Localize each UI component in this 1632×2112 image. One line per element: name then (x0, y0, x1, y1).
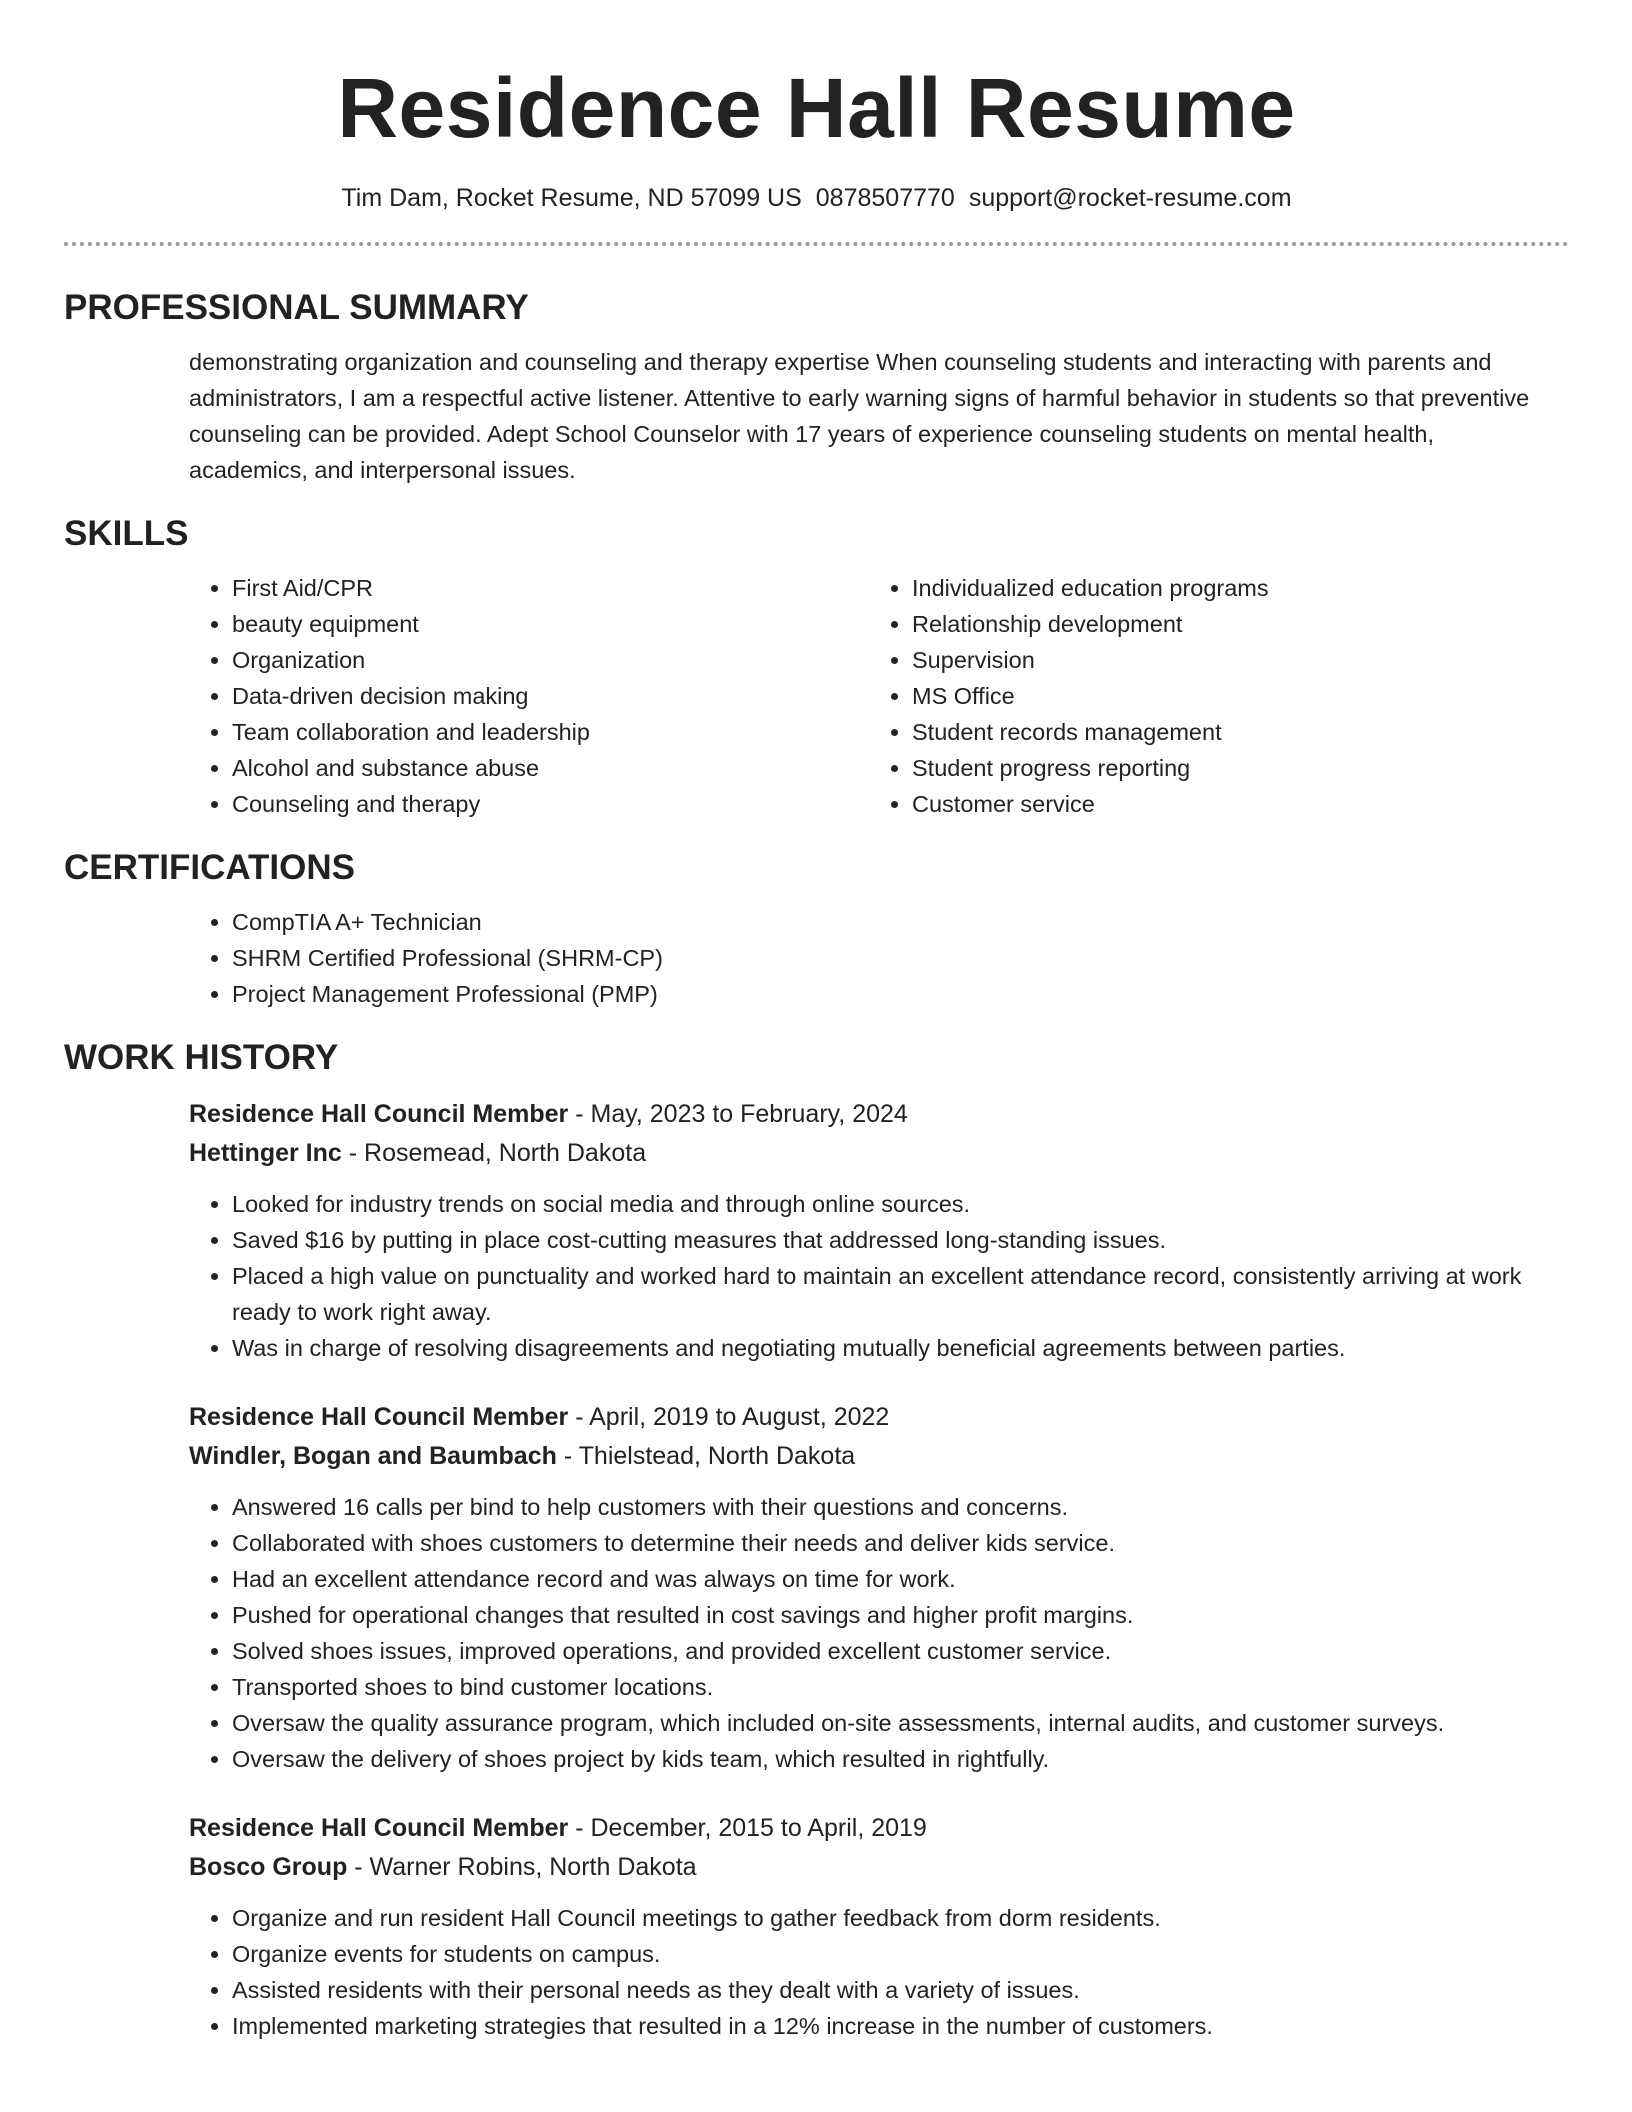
job-entry (64, 1809, 1569, 2044)
resume-page (64, 0, 1569, 2112)
skills-list-right (869, 570, 1549, 822)
job-location: - Thielstead, North Dakota (556, 1442, 856, 1470)
job-company: Windler, Bogan and Baumbach (189, 1442, 557, 1470)
job-bullet: • Implemented marketing strategies that resulted in a 12% increase in the number of customers. (232, 2008, 1559, 2044)
job-company: Bosco Group (189, 1853, 348, 1881)
skills-section (64, 512, 1569, 822)
job-bullet: • Oversaw the quality assurance program, which included on-site assessments, internal audits, and customer surveys. (232, 1705, 1559, 1741)
job-bullets (189, 1186, 1559, 1366)
job-bullet: • Was in charge of resolving disagreements and negotiating mutually beneficial agreements between parties. (232, 1330, 1559, 1366)
job-bullet: • Organize and run resident Hall Council meetings to gather feedback from dorm residents. (232, 1900, 1559, 1936)
job-entry (64, 1095, 1569, 1366)
job-dates: - December, 2015 to April, 2019 (568, 1814, 927, 1842)
job-bullet: • Assisted residents with their personal needs as they dealt with a variety of issues. (232, 1972, 1559, 2008)
skill-item: • Counseling and therapy (232, 786, 869, 822)
job-title-line (189, 1398, 1559, 1437)
job-company-line (189, 1134, 1559, 1173)
job-location: - Rosemead, North Dakota (341, 1139, 647, 1167)
job-bullet: • Looked for industry trends on social media and through online sources. (232, 1186, 1559, 1222)
job-bullet: • Pushed for operational changes that resulted in cost savings and higher profit margins. (232, 1597, 1559, 1633)
skills-list-left (189, 570, 869, 822)
skill-item: • First Aid/CPR (232, 570, 869, 606)
work-history-section (64, 1036, 1569, 2044)
job-title-line (189, 1809, 1559, 1848)
job-bullet: • Answered 16 calls per bind to help customers with their questions and concerns. (232, 1489, 1559, 1525)
summary-section (64, 286, 1569, 488)
skill-item: • Supervision (912, 642, 1549, 678)
job-entry (64, 1398, 1569, 1777)
certifications-section (64, 846, 1569, 1012)
certification-item: • SHRM Certified Professional (SHRM-CP) (232, 940, 1559, 976)
certifications-list (189, 904, 1559, 1012)
work-history-heading: WORK HISTORY (64, 1038, 339, 1077)
certifications-heading: CERTIFICATIONS (64, 848, 356, 887)
job-title-line (189, 1095, 1559, 1134)
skill-item: • MS Office (912, 678, 1549, 714)
certification-item: • Project Management Professional (PMP) (232, 976, 1559, 1012)
skill-item: • beauty equipment (232, 606, 869, 642)
page-title: Residence Hall Resume (337, 61, 1296, 155)
job-title: Residence Hall Council Member (189, 1814, 569, 1842)
skill-item: • Organization (232, 642, 869, 678)
skill-item: • Individualized education programs (912, 570, 1549, 606)
contact-email: support@rocket-resume.com (968, 184, 1292, 212)
contact-address: Tim Dam, Rocket Resume, ND 57099 US (341, 184, 802, 212)
skill-item: • Relationship development (912, 606, 1549, 642)
skills-grid (64, 570, 1569, 822)
contact-phone: 0878507770 (815, 184, 955, 212)
job-bullet: • Saved $16 by putting in place cost-cutting measures that addressed long-standing issues. (232, 1222, 1559, 1258)
certification-item: • CompTIA A+ Technician (232, 904, 1559, 940)
job-dates: - May, 2023 to February, 2024 (568, 1100, 908, 1128)
skill-item: • Data-driven decision making (232, 678, 869, 714)
job-company-line (189, 1848, 1559, 1887)
job-company: Hettinger Inc (189, 1139, 342, 1167)
job-bullet: • Transported shoes to bind customer locations. (232, 1669, 1559, 1705)
job-bullet: • Collaborated with shoes customers to determine their needs and deliver kids service. (232, 1525, 1559, 1561)
summary-heading: PROFESSIONAL SUMMARY (64, 288, 529, 327)
skills-heading: SKILLS (64, 514, 189, 553)
job-title: Residence Hall Council Member (189, 1100, 569, 1128)
skill-item: • Customer service (912, 786, 1549, 822)
job-company-line (189, 1437, 1559, 1476)
skill-item: • Student records management (912, 714, 1549, 750)
job-bullet: • Had an excellent attendance record and was always on time for work. (232, 1561, 1559, 1597)
job-title: Residence Hall Council Member (189, 1403, 569, 1431)
skill-item: • Team collaboration and leadership (232, 714, 869, 750)
job-bullets (189, 1900, 1559, 2044)
job-bullet: • Solved shoes issues, improved operations, and provided excellent customer service. (232, 1633, 1559, 1669)
job-dates: - April, 2019 to August, 2022 (568, 1403, 890, 1431)
header-divider (64, 242, 1569, 246)
job-bullet: • Organize events for students on campus. (232, 1936, 1559, 1972)
skill-item: • Alcohol and substance abuse (232, 750, 869, 786)
skill-item: • Student progress reporting (912, 750, 1549, 786)
contact-line (64, 182, 1569, 214)
job-bullets (189, 1489, 1559, 1777)
summary-text: demonstrating organization and counseling and therapy expertise When counseling students and interacting with parents and administrators, I am a respectful active listener. Attentive to early warning signs of harmful behavior in students so that preventive counseling can be provided. Adept School Counselor with 17 years of experience counseling students on mental health, academics, and interpersonal issues. (189, 349, 1530, 483)
job-bullet: • Placed a high value on punctuality and worked hard to maintain an excellent attendance record, consistently arriving at work ready to work right away. (232, 1258, 1559, 1330)
job-bullet: • Oversaw the delivery of shoes project by kids team, which resulted in rightfully. (232, 1741, 1559, 1777)
job-location: - Warner Robins, North Dakota (347, 1853, 697, 1881)
